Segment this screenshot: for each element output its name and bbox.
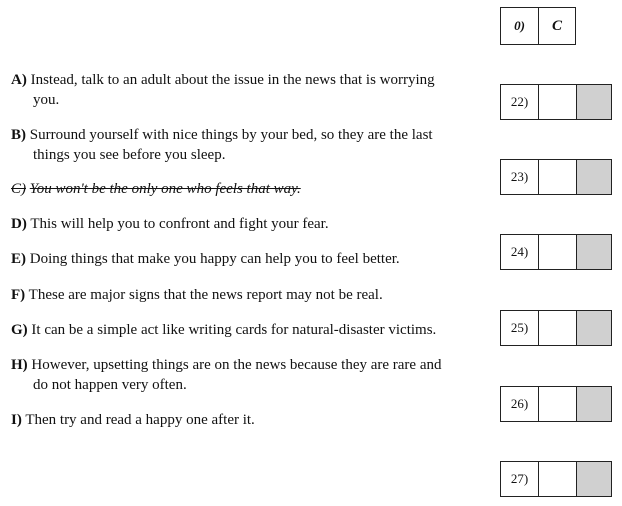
answer-field[interactable] [539,160,577,194]
answer-number: 27) [501,462,539,496]
example-number: 0) [501,8,539,44]
option-text: However, upsetting things are on the news because they are rare and [31,357,442,373]
option-text: It can be a simple act like writing cards for natural-disaster victims. [31,322,437,338]
option-text-continued: things you see before you sleep. [33,147,226,163]
example-answer: C [551,17,562,34]
answer-box-27 [500,461,612,497]
option-a [11,70,481,110]
option-letter: G) [11,322,28,338]
answer-box-25 [500,310,612,346]
answer-box-26 [500,386,612,422]
option-c-used [11,179,481,199]
shaded-cell [577,235,611,269]
option-h [11,355,481,395]
answer-field[interactable] [539,311,577,345]
answer-number: 26) [501,387,539,421]
answer-field[interactable] [539,235,577,269]
answer-field[interactable] [539,462,577,496]
option-letter: H) [11,357,28,373]
answer-box-22 [500,84,612,120]
shaded-cell [577,387,611,421]
option-text: Instead, talk to an adult about the issue in the news that is worrying [30,72,435,88]
option-text: Doing things that make you happy can help you to feel better. [29,251,400,267]
answer-box-23 [500,159,612,195]
option-f [11,285,481,305]
option-i [11,410,481,430]
option-text: Then try and read a happy one after it. [25,412,255,428]
example-answer-box [500,7,576,45]
option-text: You won't be the only one who feels that way. [29,181,301,197]
answer-number: 24) [501,235,539,269]
answer-number: 23) [501,160,539,194]
option-letter: I) [11,412,22,428]
option-text-continued: you. [33,92,60,108]
option-letter: B) [11,127,26,143]
shaded-cell [577,85,611,119]
option-e [11,249,481,269]
option-b [11,125,481,165]
answer-box-24 [500,234,612,270]
option-text-continued: do not happen very often. [33,377,187,393]
option-text: This will help you to confront and fight your fear. [30,216,329,232]
shaded-cell [577,160,611,194]
shaded-cell [577,462,611,496]
option-letter: A) [11,72,27,88]
option-g [11,320,481,340]
answer-field[interactable] [539,85,577,119]
option-letter: E) [11,251,26,267]
option-text: These are major signs that the news report may not be real. [28,287,383,303]
answer-number: 22) [501,85,539,119]
answer-number: 25) [501,311,539,345]
answer-field[interactable] [539,387,577,421]
option-text: Surround yourself with nice things by your bed, so they are the last [29,127,433,143]
shaded-cell [577,311,611,345]
option-letter: D) [11,216,27,232]
option-letter: C) [11,181,26,197]
option-letter: F) [11,287,26,303]
option-d [11,214,481,234]
